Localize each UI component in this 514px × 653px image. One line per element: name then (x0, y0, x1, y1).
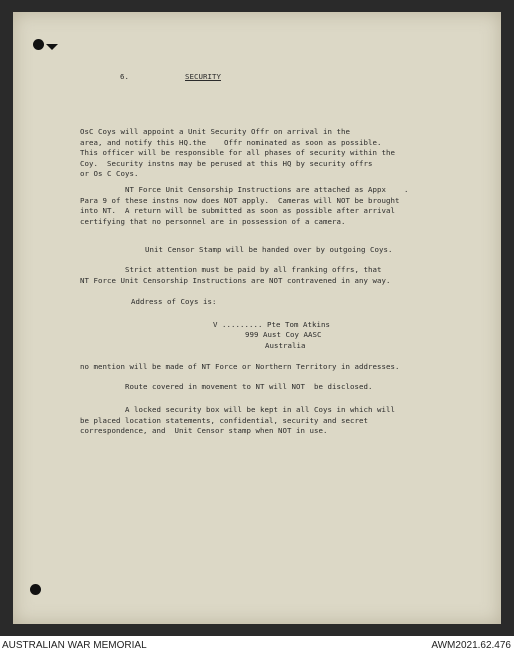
paragraph-security-officer: OsC Coys will appoint a Unit Security Offr on arrival in the area, and notify this HQ.the Offr nominated as soon as possible. This officer will be responsible for all phases of security within the Coy. Security instns may be perused at this HQ by security offrs or Os C Coys. (80, 127, 395, 179)
punch-hole-bottom (30, 584, 41, 595)
paragraph-censorship-instructions: NT Force Unit Censorship Instructions are attached as Appx . Para 9 of these instns now does NOT apply. Cameras will NOT be brought into NT. A return will be submitted as soon as possible after arrival certifying that no personnel are in possession of a camera. (80, 185, 409, 226)
section-number: 6. (120, 72, 129, 81)
paragraph-no-mention: no mention will be made of NT Force or Northern Territory in addresses. (80, 362, 400, 371)
paragraph-address-intro: Address of Coys is: (131, 297, 217, 306)
footer-institution: AUSTRALIAN WAR MEMORIAL (2, 640, 147, 651)
corner-tick-mark (46, 44, 58, 50)
paragraph-censor-stamp: Unit Censor Stamp will be handed over by outgoing Coys. (145, 245, 393, 254)
address-line-1: V ......... Pte Tom Atkins (213, 320, 330, 329)
paragraph-route: Route covered in movement to NT will NOT be disclosed. (125, 382, 373, 391)
document-page (13, 12, 501, 624)
address-line-3: Australia (265, 341, 306, 350)
footer-reference: AWM2021.62.476 (431, 640, 511, 651)
paragraph-security-box: A locked security box will be kept in all Coys in which will be placed location statements, confidential, security and secret correspondence, and Unit Censor stamp when NOT in use. (80, 405, 395, 436)
punch-hole-top (33, 39, 44, 50)
paragraph-franking-offrs: Strict attention must be paid by all franking offrs, that NT Force Unit Censorship Instructions are NOT contravened in any way. (80, 265, 391, 285)
section-title: SECURITY (185, 72, 221, 81)
address-line-2: 999 Aust Coy AASC (245, 330, 322, 339)
